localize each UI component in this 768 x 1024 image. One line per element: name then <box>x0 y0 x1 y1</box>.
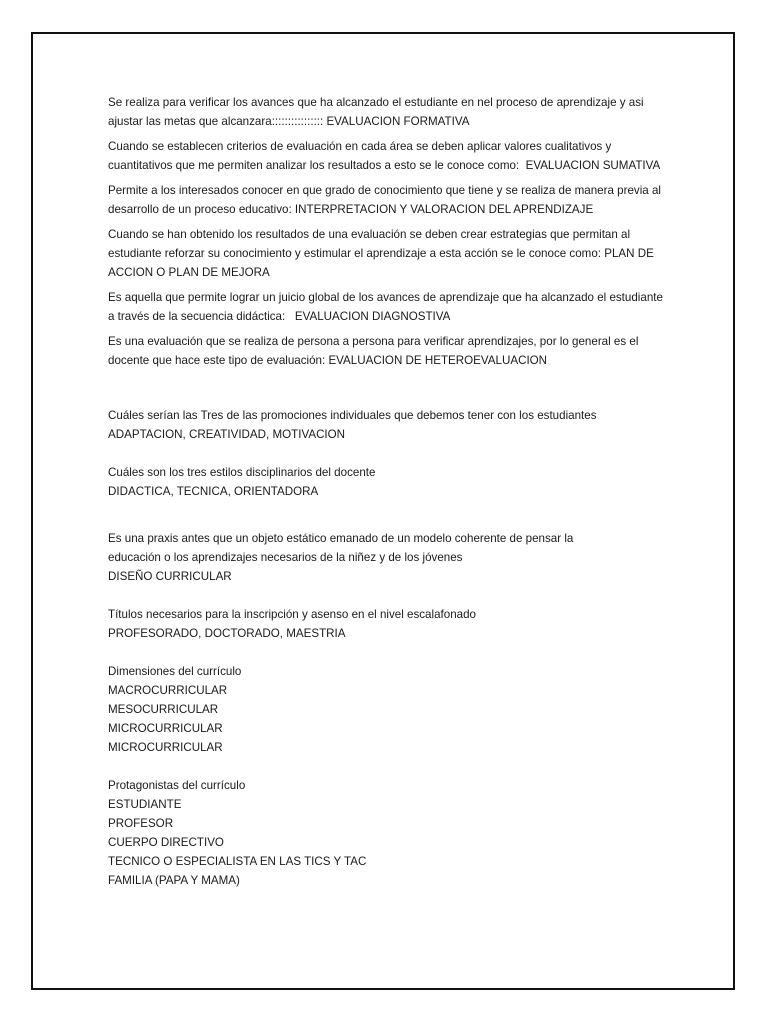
document-body <box>108 93 668 890</box>
question-promociones: Cuáles serían las Tres de las promociones individuales que debemos tener con los estudiantes <box>108 409 597 422</box>
list-item: ESTUDIANTE <box>108 798 182 811</box>
list-item: CUERPO DIRECTIVO <box>108 836 224 849</box>
paragraph-interpretacion: Permite a los interesados conocer en que grado de conocimiento que tiene y se realiza de manera previa al desarrollo de un proceso educativo: INTERPRETACION Y VALORACION DEL APRENDIZAJE <box>108 184 665 216</box>
list-item: FAMILIA (PAPA Y MAMA) <box>108 874 240 887</box>
question-praxis-line2: educación o los aprendizajes necesarios de la niñez y de los jóvenes <box>108 551 463 564</box>
dimensiones-title: Dimensiones del currículo <box>108 665 242 678</box>
protagonistas-title: Protagonistas del currículo <box>108 779 246 792</box>
paragraph-evaluacion-formativa: Se realiza para verificar los avances que ha alcanzado el estudiante en nel proceso de aprendizaje y asi ajustar las metas que alcanzara:::::::::::::::: EVALUACION FORMATIVA <box>108 96 647 128</box>
document-page <box>31 32 735 990</box>
paragraph-plan-de-mejora: Cuando se han obtenido los resultados de una evaluación se deben crear estrategias que permitan al estudiante reforzar su conocimiento y estimular el aprendizaje a esta acción se le conoce como: PLAN DE ACCION O PLAN DE MEJORA <box>108 228 657 279</box>
answer-promociones: ADAPTACION, CREATIVIDAD, MOTIVACION <box>108 428 346 441</box>
list-item: TECNICO O ESPECIALISTA EN LAS TICS Y TAC <box>108 855 367 868</box>
paragraph-evaluacion-sumativa: Cuando se establecen criterios de evaluación en cada área se deben aplicar valores cualitativos y cuantitativos que me permiten analizar los resultados a esto se le conoce como: EVALUACION SUMATIVA <box>108 140 661 172</box>
answer-estilos: DIDACTICA, TECNICA, ORIENTADORA <box>108 485 319 498</box>
question-praxis-line1: Es una praxis antes que un objeto estático emanado de un modelo coherente de pensar la <box>108 532 574 545</box>
list-item: MACROCURRICULAR <box>108 684 228 697</box>
list-item: MESOCURRICULAR <box>108 703 219 716</box>
question-estilos: Cuáles son los tres estilos disciplinarios del docente <box>108 466 376 479</box>
block-estilos <box>108 463 668 501</box>
block-praxis <box>108 529 668 586</box>
paragraph-heteroevaluacion: Es una evaluación que se realiza de persona a persona para verificar aprendizajes, por lo general es el docente que hace este tipo de evaluación: EVALUACION DE HETEROEVALUACION <box>108 335 642 367</box>
block-dimensiones <box>108 662 668 757</box>
question-titulos: Títulos necesarios para la inscripción y asenso en el nivel escalafonado <box>108 608 476 621</box>
list-item: PROFESOR <box>108 817 174 830</box>
block-titulos <box>108 605 668 643</box>
block-promociones <box>108 406 668 444</box>
answer-praxis: DISEÑO CURRICULAR <box>108 570 232 583</box>
list-item: MICROCURRICULAR <box>108 722 223 735</box>
paragraph-evaluacion-diagnostiva: Es aquella que permite lograr un juicio global de los avances de aprendizaje que ha alcanzado el estudiante a través de la secuencia didáctica: EVALUACION DIAGNOSTIVA <box>108 291 667 323</box>
answer-titulos: PROFESORADO, DOCTORADO, MAESTRIA <box>108 627 346 640</box>
block-protagonistas <box>108 776 668 890</box>
list-item: MICROCURRICULAR <box>108 741 223 754</box>
